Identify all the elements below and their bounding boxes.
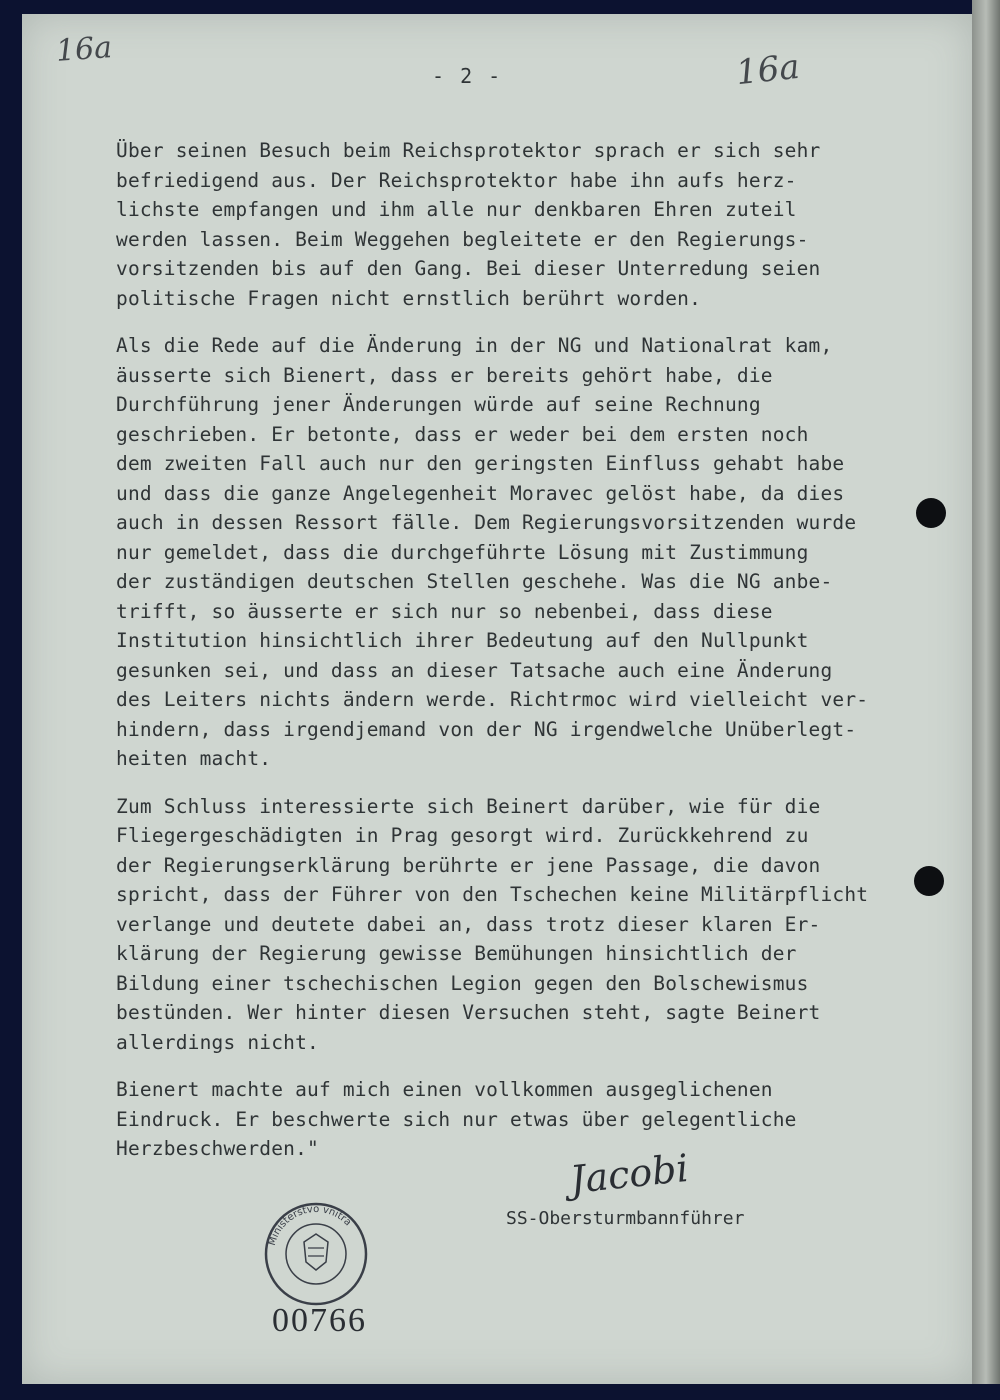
text-line: Als die Rede auf die Änderung in der NG und Nationalrat kam, (116, 334, 833, 357)
text-line: bestünden. Wer hinter diesen Versuchen steht, sagte Beinert (116, 1001, 821, 1024)
text-line: des Leiters nichts ändern werde. Richtrmoc wird vielleicht ver- (116, 688, 869, 711)
paragraph-2 (116, 331, 896, 774)
text-line: spricht, dass der Führer von den Tschechen keine Militärpflicht (116, 883, 869, 906)
paragraph-3 (116, 792, 896, 1058)
page-edge (972, 0, 1000, 1400)
page-number: - 2 - (432, 64, 503, 88)
text-line: klärung der Regierung gewisse Bemühungen hinsichtlich der (116, 942, 797, 965)
punch-hole-icon (916, 498, 946, 528)
text-line: lichste empfangen und ihm alle nur denkbaren Ehren zuteil (116, 198, 797, 221)
text-line: Bildung einer tschechischen Legion gegen den Bolschewismus (116, 971, 809, 995)
text-line: der Regierungserklärung berührte er jene Passage, die davon (116, 853, 821, 877)
letter-body (116, 136, 896, 1182)
handwritten-folio-right: 16a (734, 46, 802, 94)
text-line: auch in dessen Ressort fälle. Dem Regierungsvorsitzenden wurde (116, 511, 857, 534)
text-line: gesunken sei, und dass an dieser Tatsache auch eine Änderung (116, 658, 833, 682)
stamp-text: Ministerstvo vnitra (266, 1203, 354, 1247)
text-line: politische Fragen nicht ernstlich berührt worden. (116, 286, 702, 310)
handwritten-folio-left: 16a (54, 30, 114, 69)
text-line: und dass die ganze Angelegenheit Moravec gelöst habe, da dies (116, 481, 845, 505)
text-line: vorsitzenden bis auf den Gang. Bei dieser Unterredung seien (116, 257, 821, 280)
scan-border (0, 1384, 1000, 1400)
text-line: allerdings nicht. (116, 1030, 319, 1054)
text-line: heiten macht. (116, 747, 272, 770)
text-line: verlange und deutete dabei an, dass trotz dieser klaren Er- (116, 912, 821, 936)
ministry-stamp-icon (256, 1194, 376, 1314)
text-line: Institution hinsichtlich ihrer Bedeutung auf den Nullpunkt (116, 629, 809, 652)
text-line: werden lassen. Beim Weggehen begleitete er den Regierungs- (116, 227, 809, 251)
text-line: äusserte sich Bienert, dass er bereits gehört habe, die (116, 363, 773, 387)
signatory-rank: SS-Obersturmbannführer (506, 1208, 745, 1229)
document-page (22, 14, 972, 1384)
text-line: Durchführung jener Änderungen würde auf seine Rechnung (116, 393, 761, 416)
text-line: Herzbeschwerden." (116, 1137, 319, 1160)
text-line: Bienert machte auf mich einen vollkommen ausgeglichenen (116, 1078, 773, 1101)
handwritten-signature: Jacobi (568, 1145, 691, 1203)
paragraph-4 (116, 1075, 896, 1164)
text-line: Über seinen Besuch beim Reichsprotektor sprach er sich sehr (116, 139, 821, 162)
text-line: nur gemeldet, dass die durchgeführte Lösung mit Zustimmung (116, 540, 809, 564)
document-number: 00766 (272, 1302, 367, 1339)
text-line: Zum Schluss interessierte sich Beinert darüber, wie für die (116, 794, 821, 818)
text-line: geschrieben. Er betonte, dass er weder bei dem ersten noch (116, 422, 809, 446)
paragraph-1 (116, 136, 896, 313)
text-line: trifft, so äusserte er sich nur so nebenbei, dass diese (116, 599, 773, 623)
text-line: hindern, dass irgendjemand von der NG irgendwelche Unüberlegt- (116, 717, 857, 741)
text-line: Fliegergeschädigten in Prag gesorgt wird. Zurückkehrend zu (116, 824, 809, 847)
text-line: befriedigend aus. Der Reichsprotektor habe ihn aufs herz- (116, 168, 797, 192)
text-line: dem zweiten Fall auch nur den geringsten Einfluss gehabt habe (116, 452, 845, 475)
text-line: Eindruck. Er beschwerte sich nur etwas über gelegentliche (116, 1107, 797, 1131)
text-line: der zuständigen deutschen Stellen geschehe. Was die NG anbe- (116, 570, 833, 593)
punch-hole-icon (914, 866, 944, 896)
